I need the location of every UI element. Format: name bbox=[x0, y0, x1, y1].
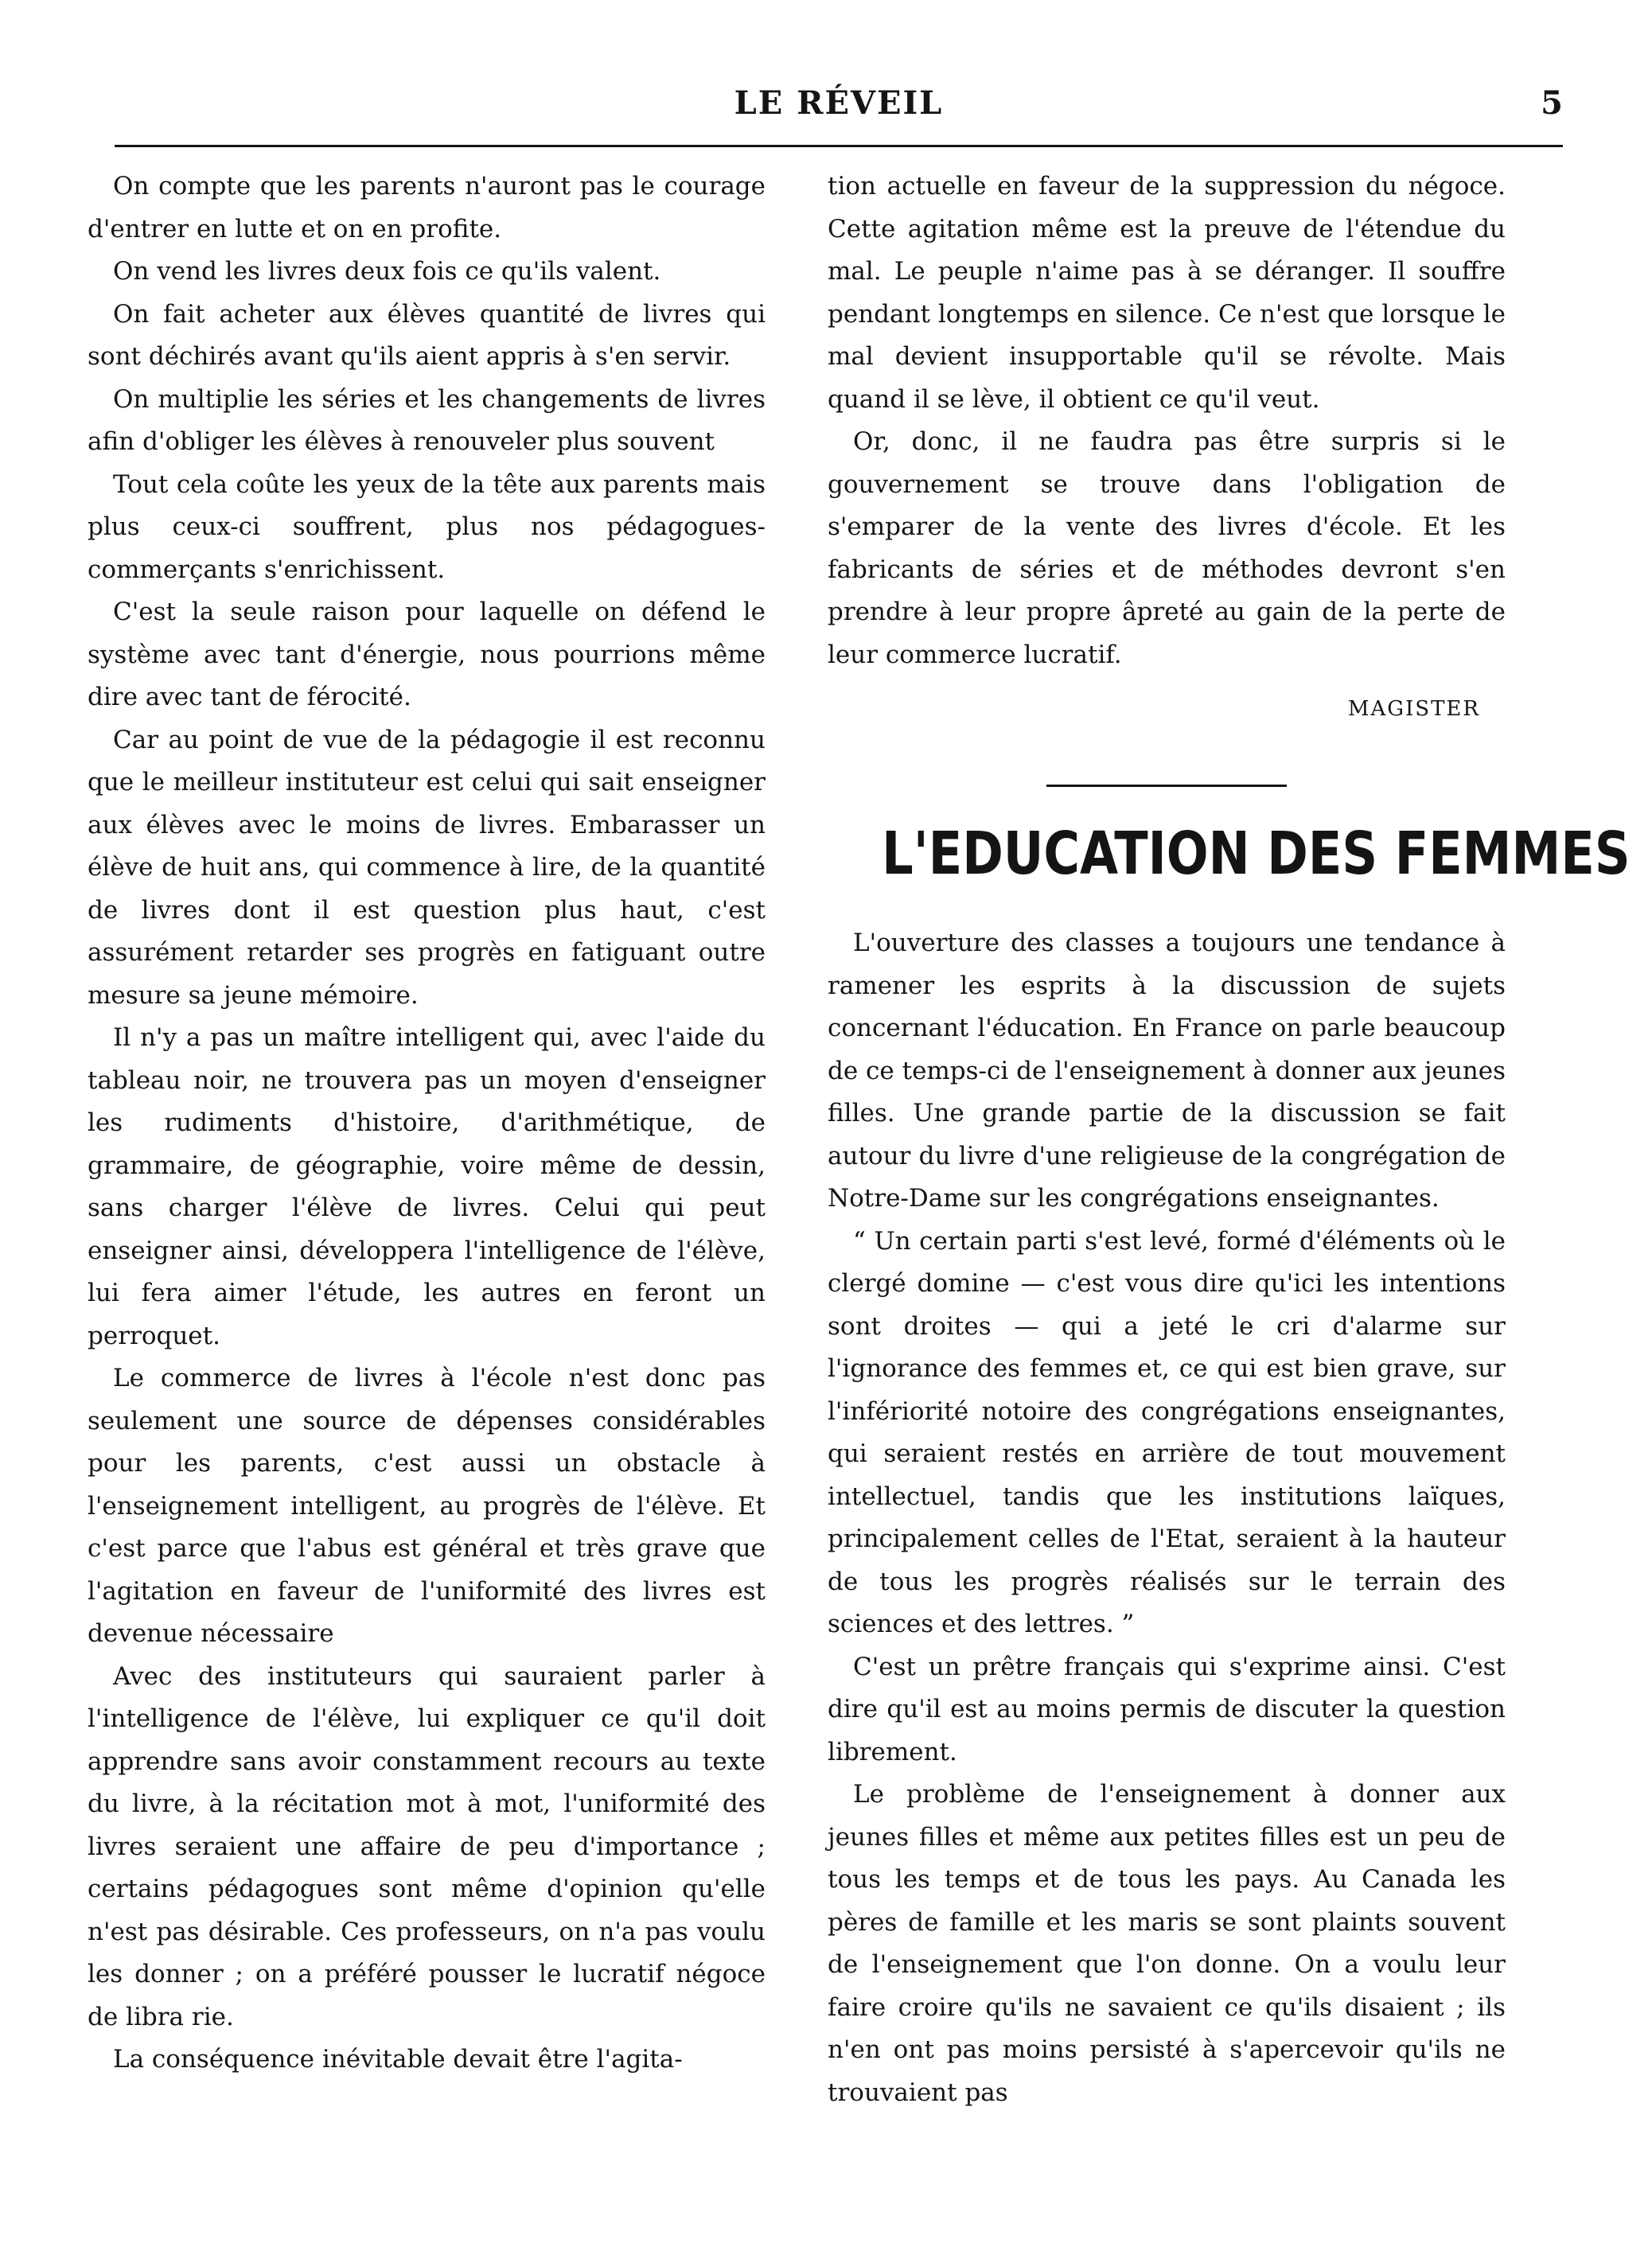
left-column bbox=[88, 166, 766, 2218]
paragraph: C'est la seule raison pour laquelle on défend le système avec tant d'énergie, nous pourrions même dire avec tant de férocité. bbox=[88, 598, 766, 711]
newspaper-title: LE RÉVEIL bbox=[734, 84, 944, 122]
paragraph: “ Un certain parti s'est levé, formé d'éléments où le clergé domine — c'est vous dire qu'ici les intentions sont droites — qui a jeté le cri d'alarme sur l'ignorance des femmes et, ce qui est bien grave, sur l'infériorité notoire des congrégations enseignantes, qui seraient restés en arrière de tout mouvement intellectuel, tandis que les institutions laïques, principalement celles de l'Etat, seraient à la hauteur de tous les progrès réalisés sur le terrain des sciences et des lettres. ” bbox=[828, 1226, 1506, 1638]
author-signature: MAGISTER bbox=[1347, 697, 1480, 721]
paragraph: On compte que les parents n'auront pas le courage d'entrer en lutte et on en profite. bbox=[88, 172, 766, 243]
right-column bbox=[828, 166, 1631, 2218]
page-header bbox=[115, 84, 1563, 132]
paragraph: Il n'y a pas un maître intelligent qui, avec l'aide du tableau noir, ne trouvera pas un moyen d'enseigner les rudiments d'histoire, d'arithmétique, de grammaire, de géographie, voire même de dessin, sans charger l'élève de livres. Celui qui peut enseigner ainsi, développera l'intelligence de l'élève, lui fera aimer l'étude, les autres en feront un perroquet. bbox=[88, 1023, 766, 1350]
paragraph: C'est un prêtre français qui s'exprime ainsi. C'est dire qu'il est au moins permis de discuter la question librement. bbox=[828, 1652, 1506, 1766]
page-number: 5 bbox=[1541, 84, 1563, 122]
paragraph: L'ouverture des classes a toujours une tendance à ramener les esprits à la discussion de sujets concernant l'éducation. En France on parle beaucoup de ce temps-ci de l'enseignement à donner aux jeunes filles. Une grande partie de la discussion se fait autour du livre d'une religieuse de la congrégation de Notre-Dame sur les congrégations enseignantes. bbox=[828, 929, 1506, 1213]
paragraph: On multiplie les séries et les changements de livres afin d'obliger les élèves à renouveler plus souvent bbox=[88, 384, 766, 456]
paragraph: La conséquence inévitable devait être l'agita- bbox=[113, 2045, 683, 2074]
paragraph: Tout cela coûte les yeux de la tête aux parents mais plus ceux-ci souffrent, plus nos pédagogues-commerçants s'enrichissent. bbox=[88, 469, 766, 584]
paragraph: Le problème de l'enseignement à donner aux jeunes filles et même aux petites filles est un peu de tous les temps et de tous les pays. Au Canada les pères de famille et les maris se sont plaints souvent de l'enseignement que l'on donne. On a voulu leur faire croire qu'ils ne savaient ce qu'ils disaient ; ils n'en ont pas moins persisté à s'apercevoir qu'ils ne trouvaient pas bbox=[828, 1780, 1506, 2107]
paragraph: Car au point de vue de la pédagogie il est reconnu que le meilleur instituteur est celui qui sait enseigner aux élèves avec le moins de livres. Embarasser un élève de huit ans, qui commence à lire, de la quantité de livres dont il est question plus haut, c'est assurément retarder ses progrès en fatiguant outre mesure sa jeune mémoire. bbox=[88, 725, 766, 1010]
paragraph: On vend les livres deux fois ce qu'ils valent. bbox=[113, 257, 661, 286]
section-title: L'EDUCATION DES FEMMES bbox=[882, 820, 1631, 888]
section-divider bbox=[1046, 785, 1287, 787]
paragraph: On fait acheter aux élèves quantité de livres qui sont déchirés avant qu'ils aient appris à s'en servir. bbox=[88, 299, 766, 371]
paragraph: Avec des instituteurs qui sauraient parler à l'intelligence de l'élève, lui expliquer ce qu'il doit apprendre sans avoir constamment recours au texte du livre, à la récitation mot à mot, l'uniformité des livres seraient une affaire de peu d'importance ; certains pédagogues sont même d'opinion qu'elle n'est pas désirable. Ces professeurs, on n'a pas voulu les donner ; on a préféré pousser le lucratif négoce de libra rie. bbox=[88, 1661, 766, 2031]
header-rule bbox=[115, 145, 1563, 147]
paragraph-continuation: tion actuelle en faveur de la suppression du négoce. Cette agitation même est la preuve de l'étendue du mal. Le peuple n'aime pas à se déranger. Il souffre pendant longtemps en silence. Ce n'est que lorsque le mal devient insupportable qu'il se révolte. Mais quand il se lève, il obtient ce qu'il veut. bbox=[828, 172, 1506, 414]
paragraph: Or, donc, il ne faudra pas être surpris si le gouvernement se trouve dans l'obligation de s'emparer de la vente des livres d'école. Et les fabricants de séries et de méthodes devront s'en prendre à leur propre âpreté au gain de la perte de leur commerce lucratif. bbox=[828, 427, 1506, 669]
paragraph: Le commerce de livres à l'école n'est donc pas seulement une source de dépenses considérables pour les parents, c'est aussi un obstacle à l'enseignement intelligent, au progrès de l'élève. Et c'est parce que l'abus est général et très grave que l'agitation en faveur de l'uniformité des livres est devenue nécessaire bbox=[88, 1364, 766, 1648]
